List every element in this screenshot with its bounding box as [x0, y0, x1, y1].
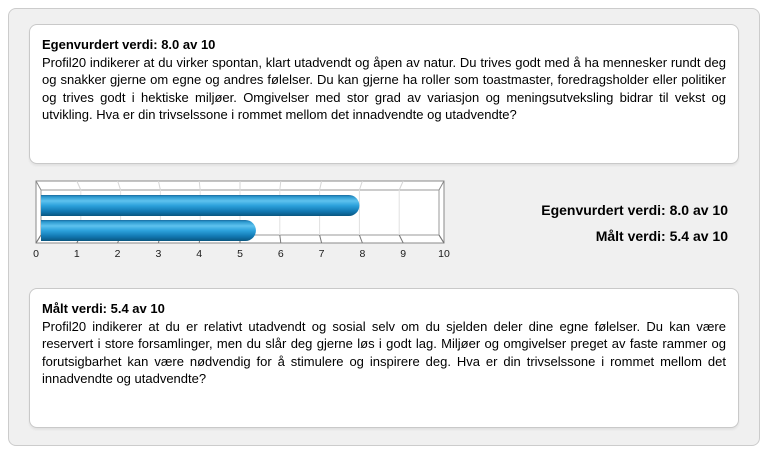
svg-text:4: 4 — [196, 248, 203, 260]
bar-chart — [32, 176, 452, 264]
self-assessed-section — [29, 24, 739, 164]
svg-text:9: 9 — [400, 248, 407, 260]
svg-text:0: 0 — [33, 248, 39, 260]
self-assessed-body: Profil20 indikerer at du virker spontan, klart utadvendt og åpen av natur. Du trives godt med å ha mennesker rundt deg og snakker gjerne om egne og andres følelser. Du kan gjerne ha roller som toastmaster, foredragsholder eller politiker og trives godt i hektiske miljøer. Omgivelser med stor grad av variasjon og meningsutveksling bidrar til vekst og utvikling. Hva er din trivselssone i rommet mellom det innadvendte og utadvendte? — [42, 54, 726, 122]
measured-section — [29, 288, 739, 428]
svg-text:10: 10 — [438, 248, 450, 260]
report-page — [0, 8, 768, 446]
svg-text:3: 3 — [155, 248, 162, 260]
measured-title: Målt verdi: 5.4 av 10 — [42, 301, 165, 316]
chart-row — [9, 164, 759, 288]
legend-self-assessed: Egenvurdert verdi: 8.0 av 10 — [541, 202, 728, 218]
chart-legend — [541, 197, 728, 249]
svg-text:7: 7 — [318, 248, 325, 260]
report-panel — [8, 8, 760, 446]
svg-text:8: 8 — [359, 248, 366, 260]
legend-measured: Målt verdi: 5.4 av 10 — [595, 228, 728, 244]
svg-text:2: 2 — [114, 248, 121, 260]
svg-text:5: 5 — [237, 248, 243, 260]
self-assessed-title: Egenvurdert verdi: 8.0 av 10 — [42, 37, 216, 52]
svg-text:1: 1 — [73, 248, 80, 260]
measured-body: Profil20 indikerer at du er relativt utadvendt og sosial selv om du sjelden deler dine egne følelser. Du kan være reservert i store forsamlinger, men du slår deg gjerne løs i godt lag. Miljøer og omgivelser preget av faste rammer og forutsigbarhet kan være nødvendig for å stimulere og inspirere deg. Hva er din trivselssone i rommet mellom det innadvendte og utadvendte? — [42, 318, 726, 386]
svg-text:6: 6 — [277, 248, 284, 260]
